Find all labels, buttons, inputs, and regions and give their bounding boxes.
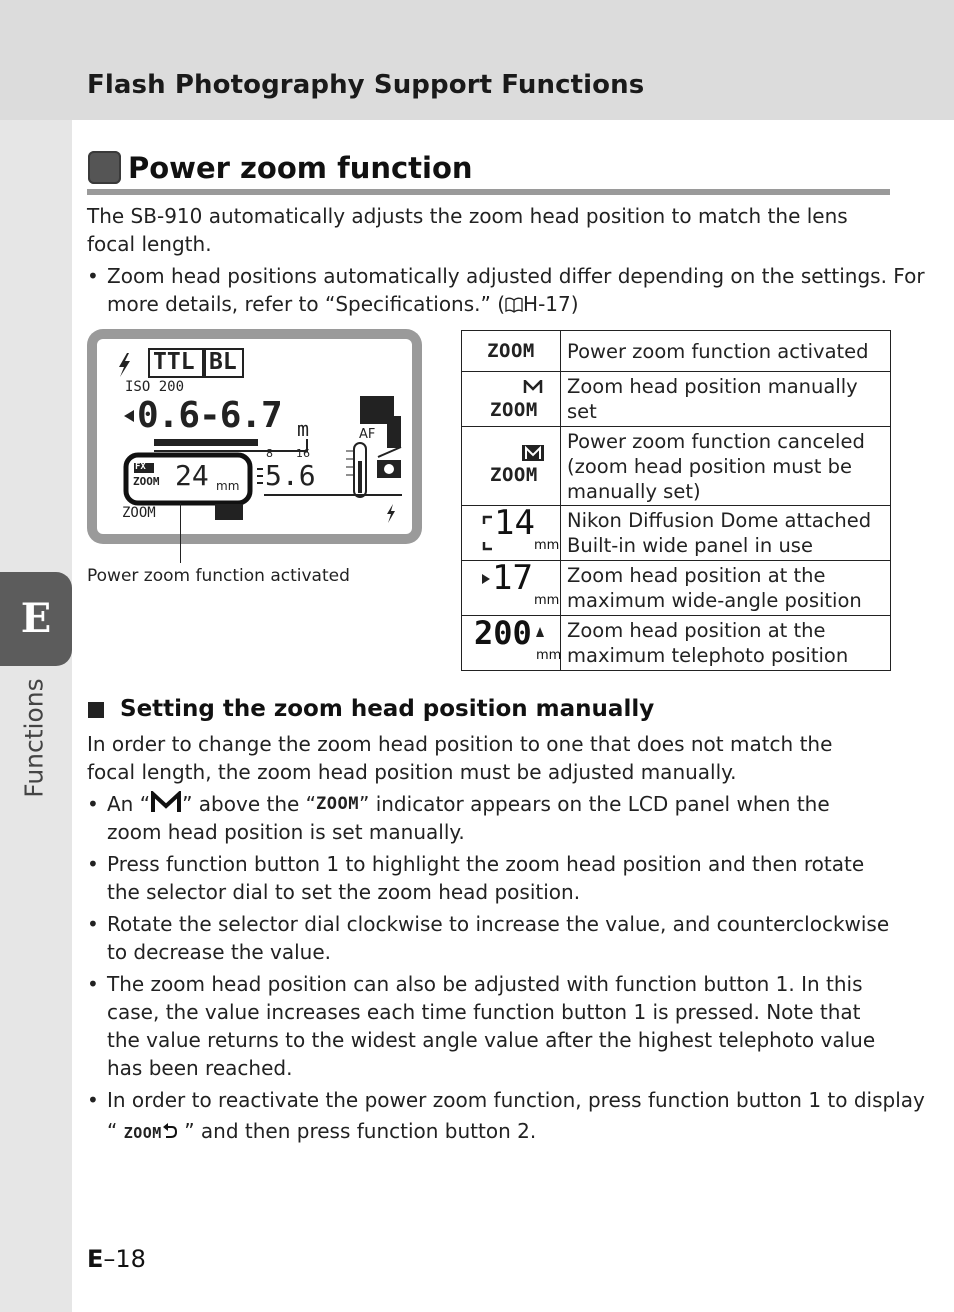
section-intro: The SB-910 automatically adjusts the zoom head position to match the lens focal length. [87, 204, 848, 256]
bullet-1-line1 [107, 790, 830, 820]
camera-icon [377, 447, 401, 478]
zoom-icon-text: ZOOM [490, 399, 538, 421]
bullet-5-text-a: “ [107, 1119, 124, 1143]
lcd-zoom-value: 24 [175, 459, 209, 492]
section-bullet-line1: Zoom head positions automatically adjusted differ depending on the settings. For [107, 264, 925, 288]
lcd-fx: FX [135, 462, 146, 472]
bullet-5-line2 [107, 1117, 536, 1147]
table-row [462, 427, 891, 506]
return-arrow-icon [162, 1119, 178, 1147]
book-reference-icon [505, 292, 523, 320]
section-rule [87, 189, 890, 195]
bullet-marker: • [87, 792, 99, 816]
lcd-range-unit: m [297, 417, 310, 441]
bullet-5-line1: In order to reactivate the power zoom function, press function button 1 to display [107, 1088, 925, 1112]
chapter-vertical-label: Functions [19, 678, 49, 798]
exposure-comp-icon [215, 504, 243, 520]
lcd-scale-16: 16 [296, 447, 310, 460]
diffusion-14mm-icon [462, 503, 561, 561]
lcd-leader-line [180, 503, 181, 563]
table-row [462, 616, 891, 671]
bullet-marker: • [87, 264, 99, 288]
lcd-scale-8: 8 [266, 447, 273, 460]
table-cell-text: Zoom head position manually set [561, 372, 891, 427]
zoom-return-icon: ZOOM [123, 1124, 162, 1142]
legend-unit: mm [534, 538, 560, 553]
table-cell-text: Nikon Diffusion Dome attached Built-in wide panel in use [561, 506, 891, 561]
bullet-1-line2: zoom head position is set manually. [107, 820, 465, 844]
chapter-tab-letter: E [20, 595, 52, 642]
bullet-5-text-b: ” and then press function button 2. [177, 1119, 537, 1143]
bullet-1-text-b: ” above the “ [182, 792, 317, 816]
legend-unit: mm [534, 593, 560, 608]
legend-unit: mm [536, 648, 562, 663]
lcd-bl: BL [209, 349, 237, 375]
legend-value: 17 [492, 558, 533, 598]
lcd-screen [97, 339, 412, 534]
zoom-manual-boxed-icon [462, 427, 561, 506]
lcd-bottom-zoom: ZOOM [122, 505, 156, 521]
bullet-1-text-a: An “ [107, 792, 151, 816]
lcd-af: AF [359, 427, 376, 442]
header-band [0, 0, 954, 120]
table-cell-text: Power zoom function activated [561, 331, 891, 372]
lcd-caption: Power zoom function activated [87, 566, 350, 586]
chapter-title: Flash Photography Support Functions [87, 70, 645, 100]
subsection-title: Setting the zoom head position manually [120, 696, 655, 722]
range-arrow-icon [124, 410, 134, 422]
table-row [462, 331, 891, 372]
legend-value: 200 [474, 614, 532, 652]
zoom-manual-icon [462, 372, 561, 427]
zoom-inline-icon: ZOOM [316, 794, 359, 814]
page-number-letter: E [87, 1245, 104, 1273]
wide-17mm-icon [462, 558, 561, 616]
table-row [462, 372, 891, 427]
lcd-panel-illustration [87, 329, 422, 544]
flash-bolt-icon [119, 353, 130, 377]
bullet-4: The zoom head position can also be adjusted with function button 1. In this case, the value increases each time function button 1 is pressed. Note that the value returns to the widest angle value after the highest telephoto value has been reached. [107, 972, 876, 1080]
range-bar [154, 439, 258, 446]
zoom-icon-text: ZOOM [487, 340, 535, 362]
section-title: Power zoom function [128, 151, 473, 185]
table-cell-text: Zoom head position at the maximum wide-angle position [561, 561, 891, 616]
manual-m-icon [150, 791, 182, 820]
bullet-marker: • [87, 852, 99, 876]
lcd-zoom-unit: mm [216, 479, 240, 493]
section-bullet-icon [88, 151, 121, 184]
zoom-indicator-table [461, 330, 891, 671]
ready-bolt-icon [387, 504, 395, 523]
legend-value: 14 [494, 503, 535, 543]
table-row [462, 561, 891, 616]
bullet-marker: • [87, 1088, 99, 1112]
page-number [87, 1245, 146, 1273]
table-cell-text: Power zoom function canceled (zoom head position must be manually set) [561, 427, 891, 506]
table-row [462, 506, 891, 561]
subsection-square-icon [88, 702, 104, 718]
lcd-ttl: TTL [153, 349, 195, 375]
section-bullet-ref: H-17) [523, 292, 579, 316]
page-number-value: –18 [103, 1245, 146, 1273]
bullet-1-text-c: ” indicator appears on the LCD panel when the [358, 792, 830, 816]
lcd-range: 0.6-6.7 [137, 395, 282, 436]
bullet-marker: • [87, 912, 99, 936]
subsection-intro: In order to change the zoom head position to one that does not match the focal length, the zoom head position must be adjusted manually. [87, 732, 833, 784]
tele-200mm-icon [462, 616, 561, 671]
lcd-iso: ISO 200 [125, 379, 185, 395]
lcd-zoom-small: ZOOM [133, 475, 160, 488]
section-bullet-text: more details, refer to “Specifications.” ( [107, 292, 506, 316]
bullet-marker: • [87, 972, 99, 996]
section-bullet-line2 [107, 290, 579, 320]
lcd-aperture: 5.6 [265, 459, 316, 492]
zoom-icon [462, 331, 561, 372]
table-cell-text: Zoom head position at the maximum telephoto position [561, 616, 891, 671]
bullet-2: Press function button 1 to highlight the zoom head position and then rotate the selector dial to set the zoom head position. [107, 852, 865, 904]
bullet-3: Rotate the selector dial clockwise to increase the value, and counterclockwise to decrease the value. [107, 912, 890, 964]
zoom-icon-text: ZOOM [490, 464, 538, 486]
